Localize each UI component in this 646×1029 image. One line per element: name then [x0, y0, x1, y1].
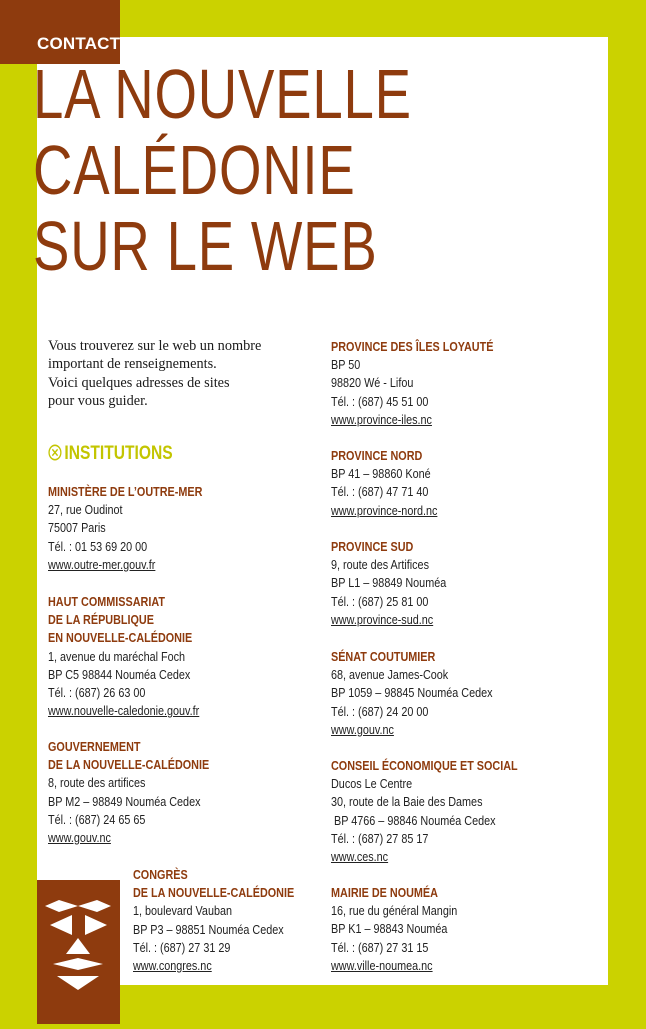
section-tab-label: CONTACTS — [37, 34, 132, 53]
entry-url-link[interactable]: www.congres.nc — [133, 958, 212, 974]
entry-line: Tél. : (687) 47 71 40 — [331, 484, 429, 500]
entry-title: PROVINCE DES ÎLES LOYAUTÉ — [331, 339, 494, 354]
entry-line: Tél. : (687) 25 81 00 — [331, 593, 429, 609]
entry-url-link[interactable]: www.gouv.nc — [48, 830, 111, 846]
contact-entry-senat-coutumier — [331, 648, 493, 739]
entry-title: CONSEIL ÉCONOMIQUE ET SOCIAL — [331, 758, 518, 773]
entry-title: MINISTÈRE DE L’OUTRE-MER — [48, 484, 203, 499]
entry-title: PROVINCE SUD — [331, 539, 414, 554]
contact-entry-province-iles — [331, 338, 493, 429]
page-title-line: LA NOUVELLE — [33, 55, 412, 133]
entry-line: 27, rue Oudinot — [48, 502, 123, 518]
entry-line: BP C5 98844 Nouméa Cedex — [48, 666, 191, 682]
entry-line: 8, route des artifices — [48, 775, 146, 791]
entry-line: 68, avenue James-Cook — [331, 667, 449, 683]
entry-line: Tél. : (687) 45 51 00 — [331, 393, 429, 409]
entry-line: Tél. : (687) 26 63 00 — [48, 685, 146, 701]
entry-line: 1, boulevard Vauban — [133, 903, 233, 919]
intro-line: pour vous guider. — [48, 393, 148, 410]
entry-url-link[interactable]: www.province-sud.nc — [331, 611, 434, 627]
entry-title: PROVINCE NORD — [331, 448, 423, 463]
entry-line: BP K1 – 98843 Nouméa — [331, 921, 448, 937]
entry-title: DE LA RÉPUBLIQUE — [48, 612, 154, 628]
contact-entry-congres — [133, 866, 294, 975]
entry-title: MAIRIE DE NOUMÉA — [331, 885, 438, 900]
entry-url-link[interactable]: www.ville-noumea.nc — [331, 957, 433, 973]
entry-line: BP M2 – 98849 Nouméa Cedex — [48, 793, 201, 809]
entry-line: 30, route de la Baie des Dames — [331, 794, 483, 810]
entry-line: 75007 Paris — [48, 520, 106, 536]
contact-entry-mairie-noumea — [331, 884, 457, 975]
entry-title: DE LA NOUVELLE-CALÉDONIE — [133, 885, 295, 901]
kanak-mask-icon — [37, 880, 120, 1024]
institutions-heading — [48, 442, 173, 466]
entry-title: DE LA NOUVELLE-CALÉDONIE — [48, 757, 210, 773]
entry-line: Tél. : (687) 24 20 00 — [331, 703, 429, 719]
entry-line: 9, route des Artifices — [331, 557, 429, 573]
intro-line: Voici quelques adresses de sites — [48, 374, 230, 391]
institutions-heading-label: INSTITUTIONS — [64, 443, 173, 464]
contact-entry-haut-commissariat — [48, 593, 199, 720]
entry-line: BP L1 – 98849 Nouméa — [331, 575, 447, 591]
entry-line: BP 4766 – 98846 Nouméa Cedex — [331, 812, 496, 828]
entry-url-link[interactable]: www.nouvelle-caledonie.gouv.fr — [48, 703, 200, 719]
contact-entry-province-nord — [331, 447, 437, 520]
entry-line: Tél. : (687) 24 65 65 — [48, 811, 146, 827]
entry-url-link[interactable]: www.province-iles.nc — [331, 411, 432, 427]
entry-title: EN NOUVELLE-CALÉDONIE — [48, 630, 193, 646]
entry-title: HAUT COMMISSARIAT — [48, 594, 165, 609]
circled-x-icon — [48, 444, 62, 461]
entry-line: BP P3 – 98851 Nouméa Cedex — [133, 921, 284, 937]
contact-entry-gouvernement — [48, 738, 209, 847]
entry-line: Tél. : (687) 27 85 17 — [331, 830, 429, 846]
page-title-line: CALÉDONIE — [33, 131, 356, 209]
entry-line: Tél. : (687) 27 31 29 — [133, 939, 231, 955]
entry-line: Ducos Le Centre — [331, 776, 413, 792]
entry-url-link[interactable]: www.ces.nc — [331, 849, 389, 865]
entry-line: BP 41 – 98860 Koné — [331, 466, 431, 482]
intro-line: important de renseignements. — [48, 356, 217, 373]
entry-line: Tél. : (687) 27 31 15 — [331, 939, 429, 955]
page-title — [33, 56, 412, 284]
entry-title: SÉNAT COUTUMIER — [331, 649, 436, 664]
entry-url-link[interactable]: www.province-nord.nc — [331, 502, 438, 518]
contact-entry-province-sud — [331, 538, 446, 629]
entry-line: 16, rue du général Mangin — [331, 903, 458, 919]
entry-line: Tél. : 01 53 69 20 00 — [48, 538, 148, 554]
entry-line: 1, avenue du maréchal Foch — [48, 648, 186, 664]
entry-line: 98820 Wé - Lifou — [331, 375, 414, 391]
contact-entry-conseil-economique — [331, 757, 518, 866]
entry-title: GOUVERNEMENT — [48, 739, 141, 754]
intro-line: Vous trouverez sur le web un nombre — [48, 338, 262, 354]
intro-paragraph — [48, 337, 318, 411]
contact-entry-ministere-outre-mer — [48, 483, 202, 574]
entry-url-link[interactable]: www.outre-mer.gouv.fr — [48, 556, 156, 572]
entry-url-link[interactable]: www.gouv.nc — [331, 721, 394, 737]
emblem-block — [37, 880, 120, 1024]
entry-title: CONGRÈS — [133, 867, 188, 882]
entry-line: BP 1059 – 98845 Nouméa Cedex — [331, 685, 493, 701]
entry-line: BP 50 — [331, 357, 361, 373]
page-title-line: SUR LE WEB — [33, 207, 378, 285]
